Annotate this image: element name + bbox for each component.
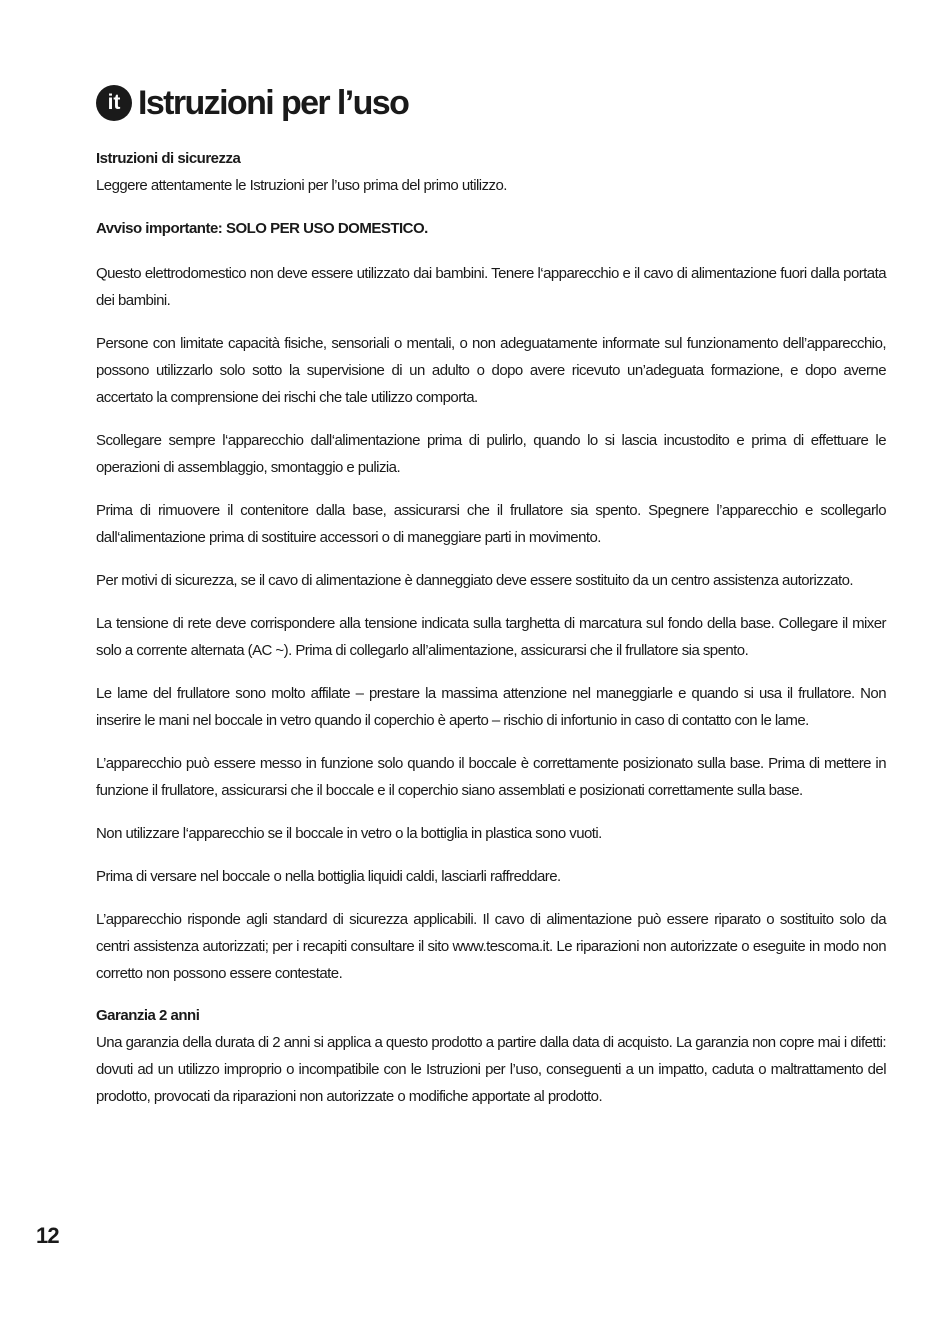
safety-paragraph: Per motivi di sicurezza, se il cavo di alimentazione è danneggiato deve essere sostituito da un centro assistenza autorizzato. bbox=[96, 572, 853, 589]
safety-paragraph: Prima di versare nel boccale o nella bottiglia liquidi caldi, lasciarli raffreddare. bbox=[96, 868, 561, 885]
safety-paragraph: L’apparecchio risponde agli standard di sicurezza applicabili. Il cavo di alimentazione può essere riparato o sostituito solo da centri assistenza autorizzati; per i recapiti consultare il sito www.tescoma.it. Le riparazioni non autorizzate o eseguite in modo non corretto non possono essere contestate. bbox=[96, 911, 886, 982]
safety-heading: Istruzioni di sicurezza bbox=[96, 150, 241, 167]
warranty-text: Una garanzia della durata di 2 anni si applica a questo prodotto a partire dalla data di acquisto. La garanzia non copre mai i difetti: dovuti ad un utilizzo improprio o incompatibile con le Istruzioni per l’uso, conseguenti a un impatto, caduta o maltrattamento del prodotto, provocati da riparazioni non autorizzate o modifiche apportate al prodotto. bbox=[96, 1034, 886, 1105]
page-content bbox=[96, 80, 886, 1126]
page-number: 12 bbox=[36, 1223, 59, 1248]
safety-paragraph: La tensione di rete deve corrispondere alla tensione indicata sulla targhetta di marcatura sul fondo della base. Collegare il mixer solo a corrente alternata (AC ~). Prima di collegarlo all’alimentazione, assicurarsi che il frullatore sia spento. bbox=[96, 615, 886, 659]
safety-paragraph: Scollegare sempre l‘apparecchio dall‘alimentazione prima di pulirlo, quando lo si lascia incustodito e prima di effettuare le operazioni di assemblaggio, smontaggio e pulizia. bbox=[96, 432, 886, 476]
safety-intro: Leggere attentamente le Istruzioni per l’uso prima del primo utilizzo. bbox=[96, 177, 507, 194]
safety-paragraph: L’apparecchio può essere messo in funzione solo quando il boccale è correttamente posizionato sulla base. Prima di mettere in funzione il frullatore, assicurarsi che il boccale e il coperchio siano assemblati e posizionati correttamente sulla base. bbox=[96, 755, 886, 799]
page-title: Istruzioni per l’uso bbox=[138, 84, 409, 122]
title-row bbox=[96, 80, 886, 126]
safety-paragraph: Le lame del frullatore sono molto affilate – prestare la massima attenzione nel maneggiarle e quando si usa il frullatore. Non inserire le mani nel boccale in vetro quando il coperchio è aperto – rischio di infortunio in caso di contatto con le lame. bbox=[96, 685, 886, 729]
safety-paragraph: Persone con limitate capacità fisiche, sensoriali o mentali, o non adeguatamente informate sul funzionamento dell’apparecchio, possono utilizzarlo solo sotto la supervisione di un adulto o dopo avere ricevuto un’adeguata formazione, e dopo averne accertato la comprensione dei rischi che tale utilizzo comporta. bbox=[96, 335, 886, 406]
safety-paragraph: Prima di rimuovere il contenitore dalla base, assicurarsi che il frullatore sia spento. Spegnere l’apparecchio e scollegarlo dall‘alimentazione prima di sostituire accessori o di maneggiare parti in movimento. bbox=[96, 502, 886, 546]
warranty-heading: Garanzia 2 anni bbox=[96, 1007, 200, 1024]
important-notice: Avviso importante: SOLO PER USO DOMESTICO. bbox=[96, 220, 428, 237]
language-badge-icon: it bbox=[96, 85, 132, 121]
safety-paragraph: Questo elettrodomestico non deve essere utilizzato dai bambini. Tenere l‘apparecchio e il cavo di alimentazione fuori dalla portata dei bambini. bbox=[96, 265, 886, 309]
safety-paragraph: Non utilizzare l‘apparecchio se il boccale in vetro o la bottiglia in plastica sono vuoti. bbox=[96, 825, 602, 842]
